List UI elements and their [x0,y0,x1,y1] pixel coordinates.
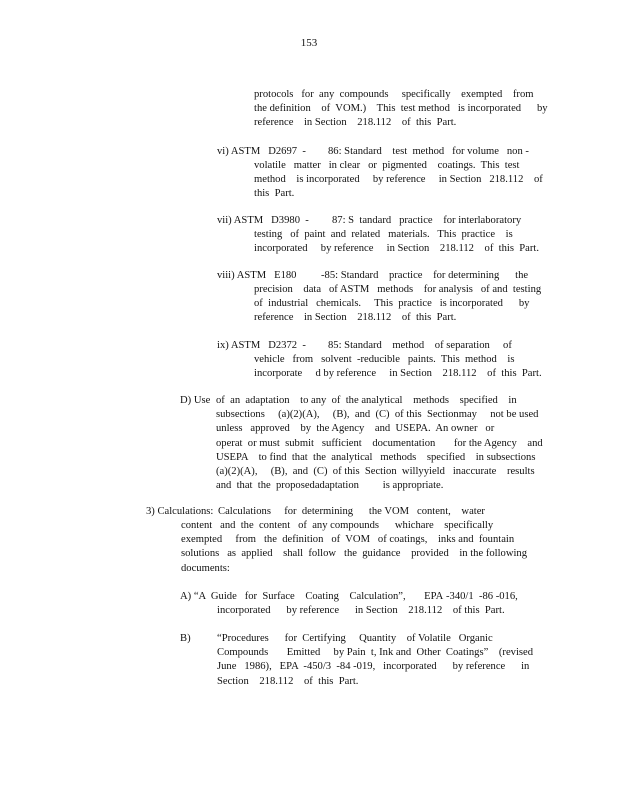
text-line: documents: [181,562,230,574]
text-line: exempted from the definition of VOM of coatings, inks and fountain [181,534,515,546]
item-3-body [181,519,527,576]
page-number: 153 [300,37,318,49]
text-line: this Part. [254,188,295,200]
text-line: solutions as applied shall follow the guidance provided in the following [181,548,528,560]
item-label-ix: ix) ASTM D2372 - [217,340,306,351]
text-line: incorporated by reference in Section 218.112 of this Part. [217,605,505,616]
text-line: (a)(2)(A), (B), and (C) of this Section willyyield inaccurate results [216,465,535,477]
text-line: reference in Section 218.112 of this Part. [254,312,457,324]
text-line: operat or must submit sufficient documentation for the Agency and [216,437,543,449]
item-ix-first-line [328,339,512,353]
item-label-d: D) Use [180,395,211,406]
text-line: volatile matter in clear or pigmented coatings. This test [254,160,520,171]
text-line: method is incorporated by reference in Section 218.112 of [254,174,543,186]
text-line: Calculations for determining the VOM content, water [218,506,485,517]
item-a-first-line-tail [446,590,518,604]
item-vii-first-line [332,214,521,228]
item-viii-first-line [321,269,528,283]
text-line: of industrial chemicals. This practice is incorporated by [254,298,530,310]
text-line: 85: Standard method of separation of [328,340,512,351]
item-label-3: 3) Calculations: [146,506,214,517]
item-3-first-line [218,505,485,519]
text-line: subsections (a)(2)(A), (B), and (C) of this Sectionmay not be used [216,409,539,421]
item-b-body [217,632,533,689]
text-line: vehicle from solvent -reducible paints. This method is [254,354,515,365]
text-line: the definition of VOM.) This test method is incorporated by [254,103,548,115]
text-line: reference in Section 218.112 of this Part. [254,117,457,129]
item-ix-body [254,353,542,381]
item-a-body [217,604,505,618]
text-line: “Procedures for Certifying Quantity of Volatile Organic [217,633,493,644]
item-label-vi: vi) ASTM D2697 - [217,146,306,157]
text-line: content and the content of any compounds whichare specifically [181,520,494,531]
intro-paragraph [254,88,548,131]
text-line: protocols for any compounds specifically exempted from [254,89,534,100]
text-line: 87: S tandard practice for interlaboratory [332,215,522,226]
text-line: -340/1 -86 -016, [446,591,518,602]
text-line: USEPA to find that the analytical methods specified in subsections [216,451,536,463]
item-vi-first-line [328,145,529,159]
item-label-a: A) “A Guide for Surface Coating Calculation”, EPA [180,591,444,602]
text-line: -85: Standard practice for determining the [321,270,529,281]
item-d-body [216,394,543,493]
text-line: of an adaptation to any of the analytical methods specified in [216,395,517,406]
text-line: Compounds Emitted by Pain t, Ink and Other Coatings” (revised [217,647,534,659]
text-line: and that the proposedadaptation is appropriate. [216,480,444,492]
text-line: incorporated by reference in Section 218.112 of this Part. [254,243,539,255]
item-vi-body [254,159,543,202]
text-line: testing of paint and related materials. This practice is [254,229,513,240]
text-line: precision data of ASTM methods for analysis of and testing [254,284,542,295]
item-label-viii: viii) ASTM E180 [217,270,297,281]
item-label-b: B) [180,633,191,644]
text-line: unless approved by the Agency and USEPA. An owner or [216,423,495,435]
text-line: incorporate d by reference in Section 218.112 of this Part. [254,368,542,380]
text-line: Section 218.112 of this Part. [217,675,359,687]
item-label-vii: vii) ASTM D3980 - [217,215,309,226]
item-viii-body [254,283,541,326]
text-line: 86: Standard test method for volume non - [328,146,529,157]
item-vii-body [254,228,539,256]
text-line: June 1986), EPA -450/3 -84 -019, incorporated by reference in [217,661,530,673]
